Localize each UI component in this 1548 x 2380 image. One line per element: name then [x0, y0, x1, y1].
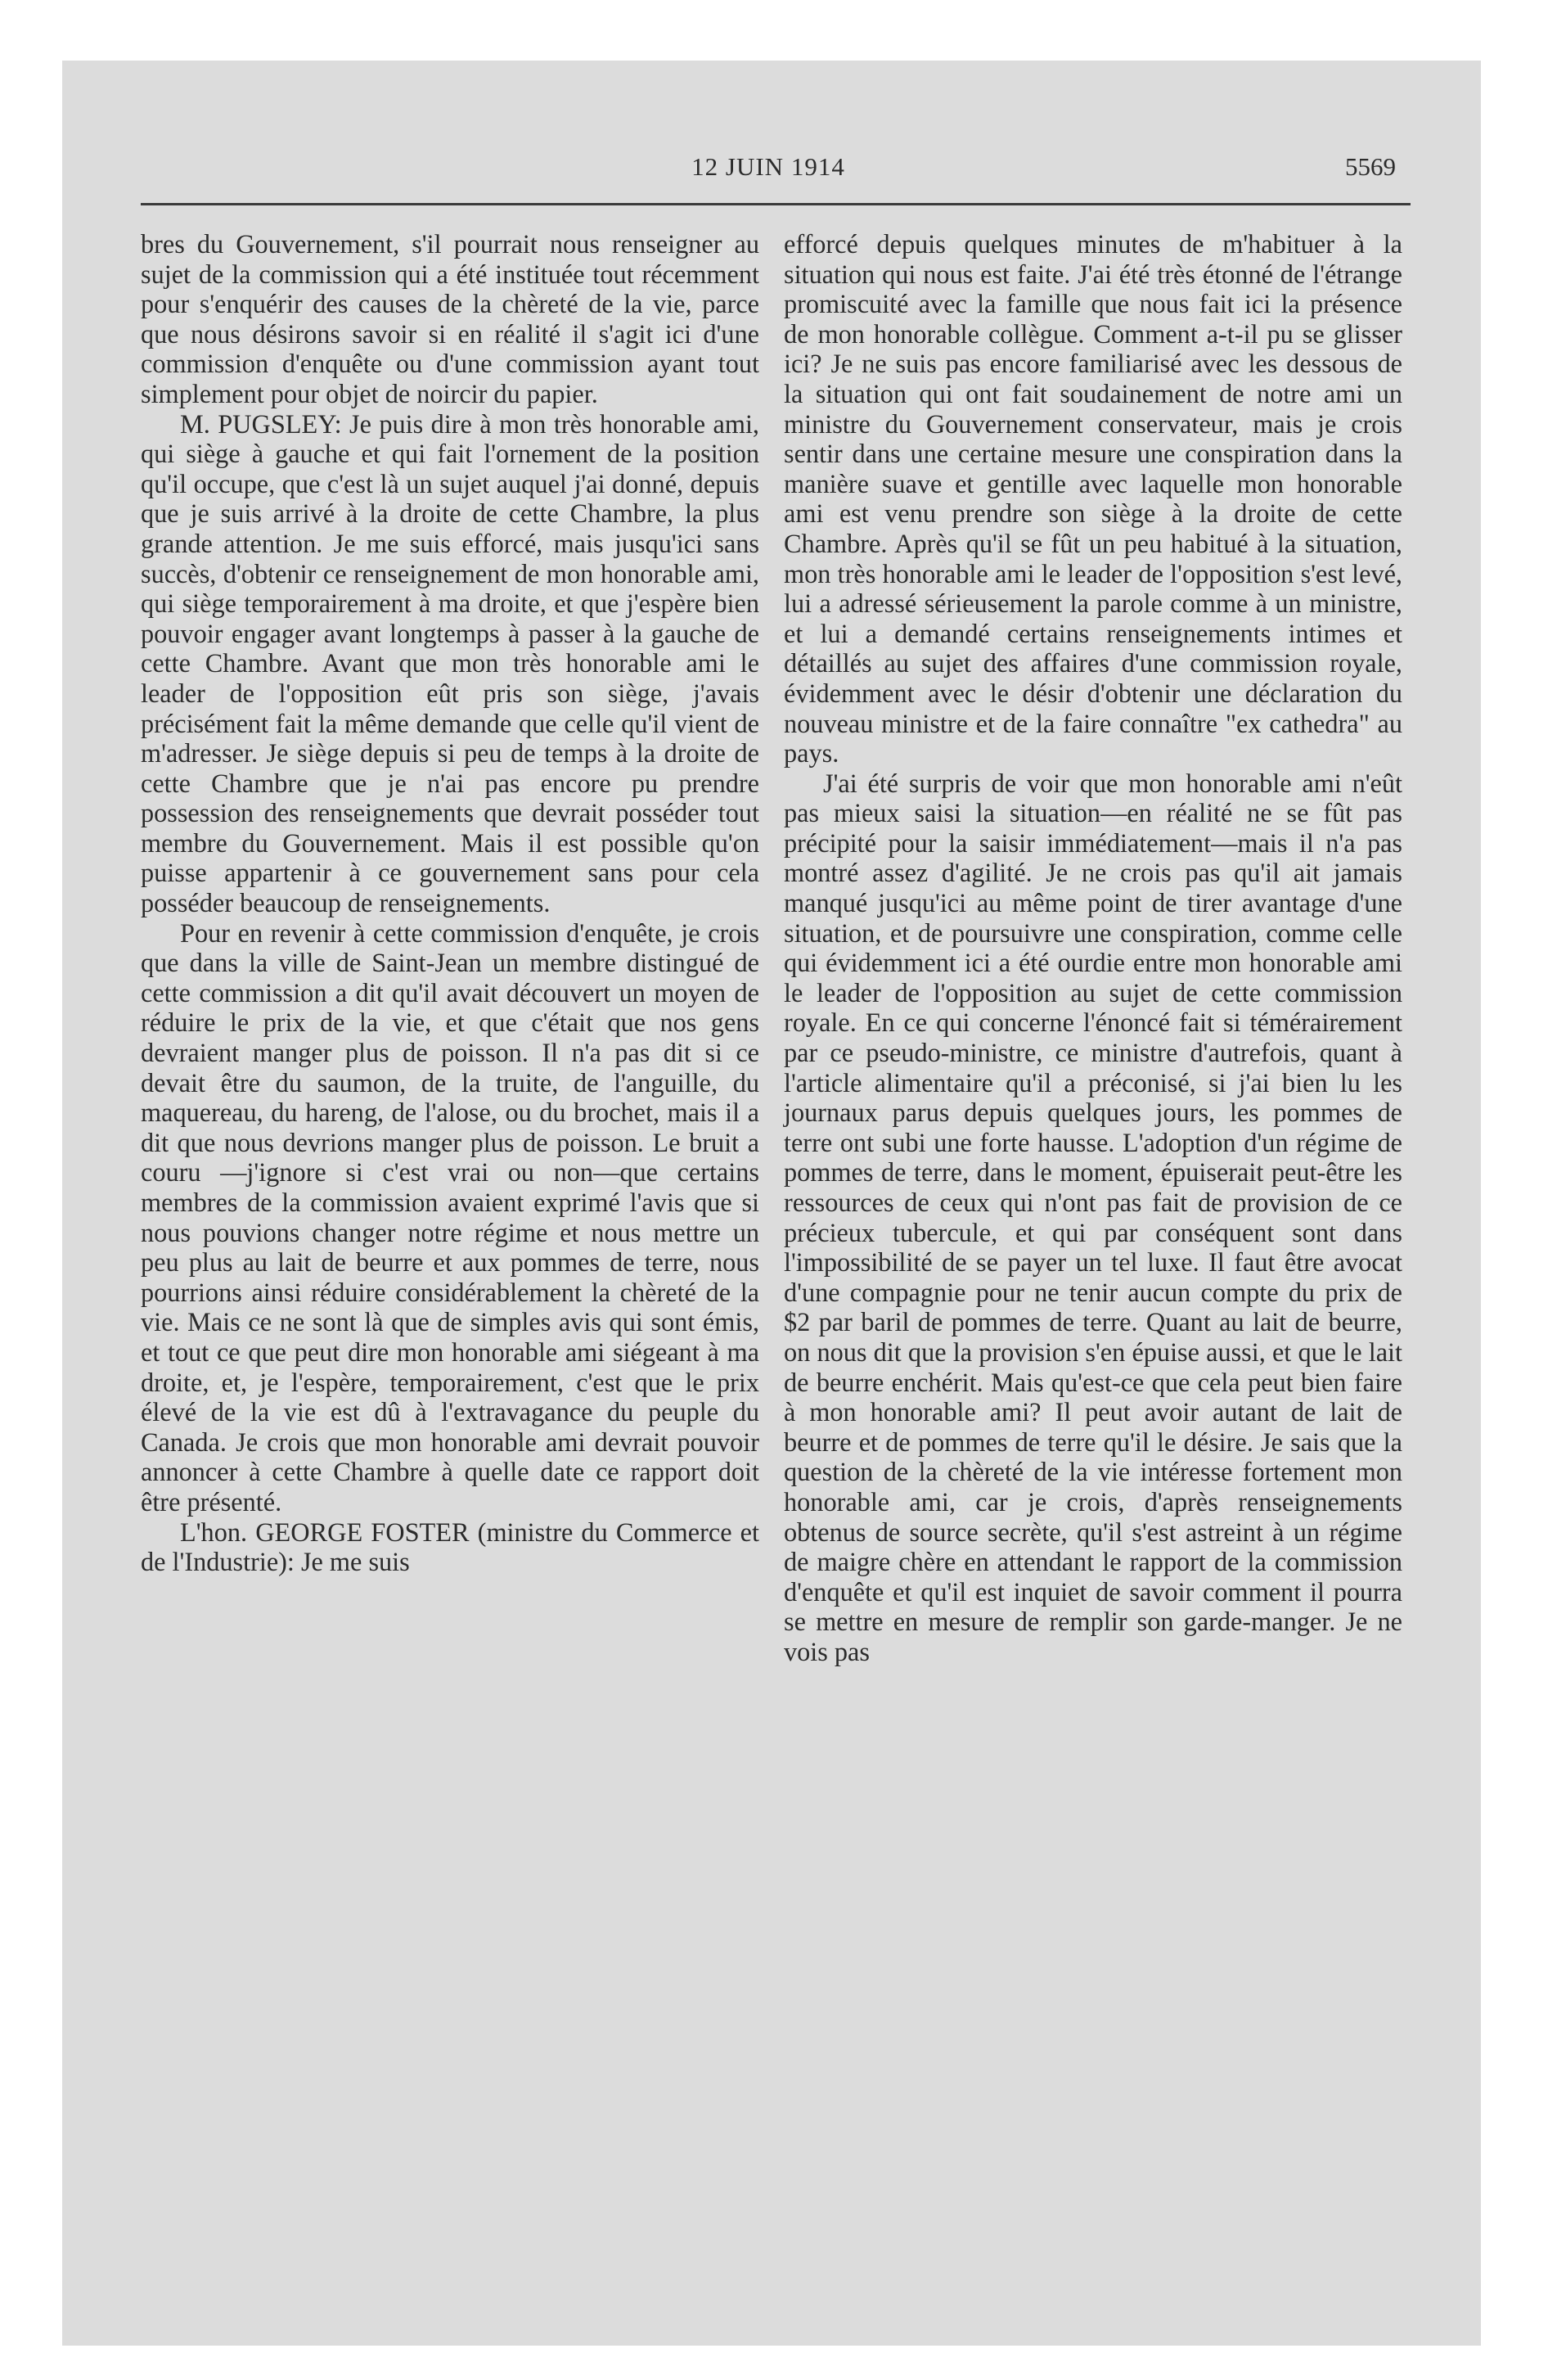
paragraph: Pour en revenir à cette commission d'enquête, je crois que dans la ville de Saint-Jean un membre distingué de cette commission a dit qu'il avait découvert un moyen de réduire le prix de la vie, et que c'était que nos gens devraient manger plus de poisson. Il n'a pas dit si ce devait être du saumon, de la truite, de l'anguille, du maquereau, du hareng, de l'alose, ou du brochet, mais il a dit que nous devrions manger plus de poisson. Le bruit a couru —j'ignore si c'est vrai ou non—que certains membres de la commission avaient exprimé l'avis que si nous pouvions changer notre régime et nous mettre un peu plus au lait de beurre et aux pommes de terre, nous pourrions ainsi réduire considérablement la chèreté de la vie. Mais ce ne sont là que de simples avis qui sont émis, et tout ce que peut dire mon honorable ami siégeant à ma droite, et, je l'espère, temporairement, c'est que le prix élevé de la vie est dû à l'extravagance du peuple du Canada. Je crois que mon honorable ami devrait pouvoir annoncer à cette Chambre à quelle date ce rapport doit être présenté.: [141, 917, 759, 1517]
left-column: [141, 229, 759, 1577]
paragraph: M. PUGSLEY: Je puis dire à mon très honorable ami, qui siège à gauche et qui fait l'ornement de la position qu'il occupe, que c'est là un sujet auquel j'ai donné, depuis que je suis arrivé à la droite de cette Chambre, la plus grande attention. Je me suis efforcé, mais jusqu'ici sans succès, d'obtenir ce renseignement de mon honorable ami, qui siège temporairement à ma droite, et que j'espère bien pouvoir engager avant longtemps à passer à la gauche de cette Chambre. Avant que mon très honorable ami le leader de l'opposition eût pris son siège, j'avais précisément fait la même demande que celle qu'il vient de m'adresser. Je siège depuis si peu de temps à la droite de cette Chambre que je n'ai pas encore pu prendre possession des renseignements que devrait posséder tout membre du Gouvernement. Mais il est possible qu'on puisse appartenir à ce gouvernement sans pour cela posséder beaucoup de renseignements.: [141, 408, 759, 918]
paragraph: bres du Gouvernement, s'il pourrait nous renseigner au sujet de la commission qui a été instituée tout récemment pour s'enquérir des causes de la chèreté de la vie, parce que nous désirons savoir si en réalité il s'agit ici d'une commission d'enquête ou d'une commission ayant tout simplement pour objet de noircir du papier.: [141, 229, 759, 408]
paragraph: efforcé depuis quelques minutes de m'habituer à la situation qui nous est faite. J'ai été très étonné de l'étrange promiscuité avec la famille que nous fait ici la présence de mon honorable collègue. Comment a-t-il pu se glisser ici? Je ne suis pas encore familiarisé avec les dessous de la situation qui ont fait soudainement de notre ami un ministre du Gouvernement conservateur, mais je crois sentir dans une certaine mesure une conspiration dans la manière suave et gentille avec laquelle mon honorable ami est venu prendre son siège à la droite de cette Chambre. Après qu'il se fût un peu habitué à la situation, mon très honorable ami le leader de l'opposition s'est levé, lui a adressé sérieusement la parole comme à un ministre, et lui a demandé certains renseignements intimes et détaillés au sujet des affaires d'une commission royale, évidemment avec le désir d'obtenir une déclaration du nouveau ministre et de la faire connaître "ex cathedra" au pays.: [784, 229, 1402, 769]
header-date: 12 JUIN 1914: [691, 152, 845, 181]
paragraph: J'ai été surpris de voir que mon honorable ami n'eût pas mieux saisi la situation—en réalité ne se fût pas précipité pour la saisir immédiatement—mais il n'a pas montré assez d'agilité. Je ne crois pas qu'il ait jamais manqué jusqu'ici au même point de tirer avantage d'une situation, et de poursuivre une conspiration, comme celle qui évidemment ici a été ourdie entre mon honorable ami le leader de l'opposition au sujet de cette commission royale. En ce qui concerne l'énoncé fait si témérairement par ce pseudo-ministre, ce ministre d'autrefois, quant à l'article alimentaire qu'il a préconisé, si j'ai bien lu les journaux parus depuis quelques jours, les pommes de terre ont subi une forte hausse. L'adoption d'un régime de pommes de terre, dans le moment, épuiserait peut-être les ressources de ceux qui n'ont pas fait de provision de ce précieux tubercule, et qui par conséquent sont dans l'impossibilité de se payer un tel luxe. Il faut être avocat d'une compagnie pour ne tenir aucun compte du prix de $2 par baril de pommes de terre. Quant au lait de beurre, on nous dit que la provision s'en épuise aussi, et que le lait de beurre enchérit. Mais qu'est-ce que cela peut bien faire à mon honorable ami? Il peut avoir autant de lait de beurre et de pommes de terre qu'il le désire. Je sais que la question de la chèreté de la vie intéresse fortement mon honorable ami, car je crois, d'après renseignements obtenus de source secrète, qu'il s'est astreint à un régime de maigre chère en attendant le rapport de la commission d'enquête et qu'il est inquiet de savoir comment il pourra se mettre en mesure de remplir son garde-manger. Je ne vois pas: [784, 768, 1402, 1666]
page-header: [141, 152, 1396, 195]
right-column: [784, 229, 1402, 1667]
header-rule: [141, 203, 1411, 205]
document-page: [62, 61, 1481, 2346]
page-number: 5569: [1345, 152, 1396, 181]
paragraph: L'hon. GEORGE FOSTER (ministre du Commerce et de l'Industrie): Je me suis: [141, 1517, 759, 1577]
